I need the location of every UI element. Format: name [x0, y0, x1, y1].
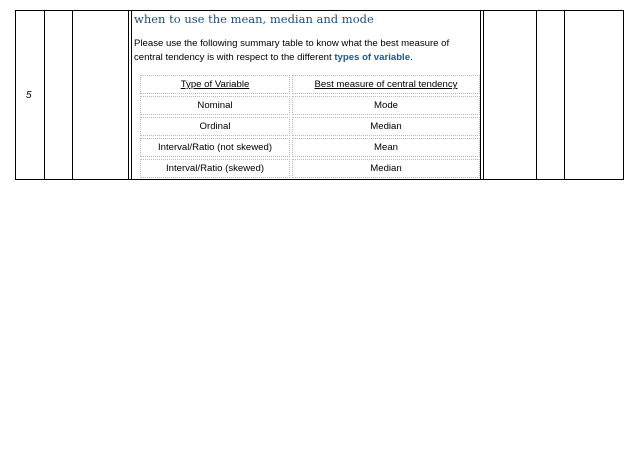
column-divider	[564, 11, 565, 179]
row-number: 5	[26, 90, 32, 101]
table-row	[140, 138, 480, 157]
table-cell: Mean	[292, 138, 480, 157]
column-divider	[536, 11, 537, 179]
column-header-best-measure: Best measure of central tendency	[292, 75, 480, 94]
column-divider	[72, 11, 73, 179]
section-content	[134, 12, 480, 65]
summary-table	[138, 73, 482, 180]
table-cell: Mode	[292, 96, 480, 115]
column-header-variable-type: Type of Variable	[140, 75, 290, 94]
table-cell: Ordinal	[140, 117, 290, 136]
table-row	[140, 159, 480, 178]
intro-end: .	[410, 52, 413, 63]
table-row	[140, 96, 480, 115]
table-cell: Interval/Ratio (not skewed)	[140, 138, 290, 157]
intro-paragraph	[134, 37, 480, 65]
table-header-row	[140, 75, 480, 94]
intro-highlight: types of variable	[334, 52, 411, 63]
table-cell: Median	[292, 159, 480, 178]
table-cell: Interval/Ratio (skewed)	[140, 159, 290, 178]
column-divider	[44, 11, 45, 179]
section-heading: when to use the mean, median and mode	[134, 12, 374, 26]
table-cell: Nominal	[140, 96, 290, 115]
table-cell: Median	[292, 117, 480, 136]
column-divider	[128, 11, 132, 179]
intro-text: Please use the following summary table to know what the best measure of central tendency is with respect to the different	[134, 38, 450, 63]
table-row	[140, 117, 480, 136]
